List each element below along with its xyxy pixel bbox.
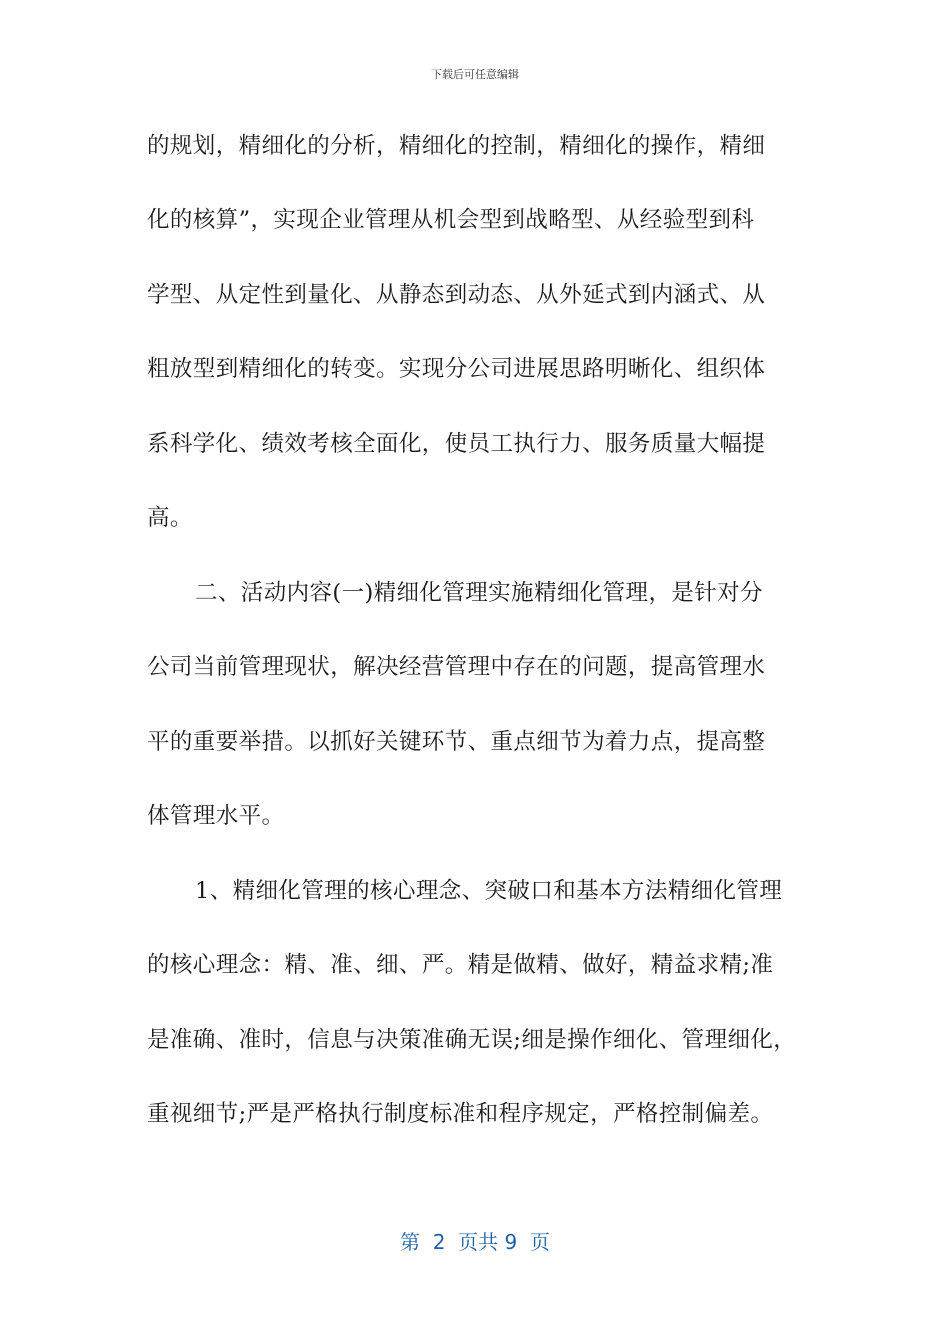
body-line: 高。 xyxy=(147,505,193,531)
body-line: 化的核算”，实现企业管理从机会型到战略型、从经验型到科 xyxy=(147,207,755,233)
body-line: 体管理水平。 xyxy=(147,803,285,829)
body-line: 的规划，精细化的分析，精细化的控制，精细化的操作，精细 xyxy=(147,133,766,159)
header-note: 下载后可任意编辑 xyxy=(431,68,519,81)
section-heading-line: 二、活动内容(一)精细化管理实施精细化管理，是针对分 xyxy=(195,580,763,606)
body-line: 学型、从定性到量化、从静态到动态、从外延式到内涵式、从 xyxy=(147,282,766,308)
body-line: 公司当前管理现状，解决经营管理中存在的问题，提高管理水 xyxy=(147,654,766,680)
body-line: 重视细节;严是严格执行制度标准和程序规定，严格控制偏差。 xyxy=(147,1101,774,1127)
subsection-heading-line: 1、精细化管理的核心理念、突破口和基本方法精细化管理 xyxy=(195,878,783,904)
body-line: 粗放型到精细化的转变。实现分公司进展思路明晰化、组织体 xyxy=(147,356,766,382)
body-line: 平的重要举措。以抓好关键环节、重点细节为着力点，提高整 xyxy=(147,729,766,755)
body-line: 的核心理念：精、准、细、严。精是做精、做好，精益求精;准 xyxy=(147,952,774,978)
body-line: 是准确、准时，信息与决策准确无误;细是操作细化、管理细化， xyxy=(147,1027,797,1053)
body-line: 系科学化、绩效考核全面化，使员工执行力、服务质量大幅提 xyxy=(147,431,766,457)
page-number-footer: 第 2 页共 9 页 xyxy=(400,1230,550,1254)
